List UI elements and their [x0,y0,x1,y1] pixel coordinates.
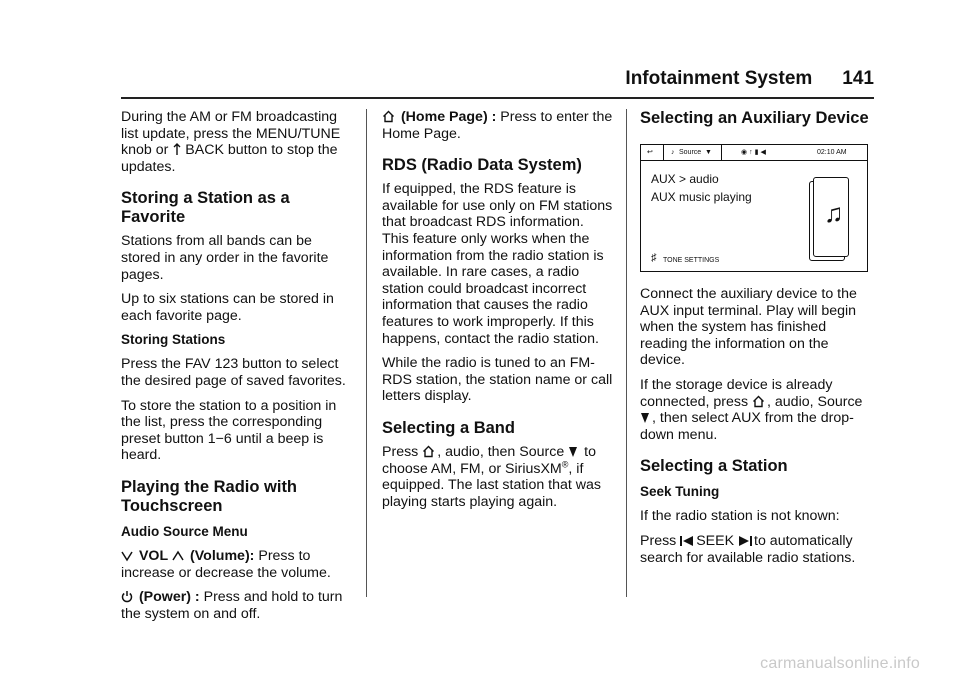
paragraph-volume: VOL (Volume): Press to increase or decrease the volume. [121,547,331,581]
subheading-audio-source-menu: Audio Source Menu [121,523,248,539]
paragraph: While the radio is tuned to an FM-RDS station, the station name or call letters display. [382,355,613,405]
status-icons: ◉↑▮◀ [741,149,768,156]
seek-back-icon [680,535,694,547]
paragraph: During the AM or FM broadcasting list update, press the MENU/TUNE knob or BACK button to stop the updates. [121,109,341,175]
home-icon [752,395,765,408]
heading-selecting-station: Selecting a Station [640,457,788,476]
back-arrow-icon: ↩ [647,149,653,156]
section-title: Infotainment System [625,68,813,89]
aux-screen-illustration: ↩ ♪ Source ▼ ◉↑▮◀ 02:10 AM AUX > audio AUX music playing ♫ ♯ TONE SETTINGS [640,144,868,272]
subheading-storing-stations: Storing Stations [121,332,226,348]
volume-up-icon [172,550,184,562]
paragraph: Connect the auxiliary device to the AUX input terminal. Play will begin when the system has finished reading the information on the device. [640,286,857,369]
page-header [0,68,874,90]
heading-selecting-band: Selecting a Band [382,418,515,437]
paragraph: If equipped, the RDS feature is available for use only on FM stations that broadcast RDS information. This feature only works when the information from the radio station is available. In rare cases, a radio station could broadcast incorrect information that causes the radio features to work improperly. If this happens, contact the radio station. [382,181,613,347]
subheading-seek-tuning: Seek Tuning [640,484,720,500]
dropdown-arrow-icon: ▼ [705,149,712,156]
seek-forward-icon [738,535,752,547]
column-divider [366,109,367,597]
power-icon [121,590,133,603]
page-number: 141 [842,68,874,89]
heading-aux-device: Selecting an Auxiliary Device [640,109,869,127]
paragraph: If the radio station is not known: [640,508,840,525]
column-right [640,109,872,574]
dropdown-arrow-icon [640,412,650,424]
home-icon [382,110,395,123]
column-left [121,109,353,630]
tone-icon: ♯ [651,252,657,264]
column-divider [626,109,627,597]
music-note-icon: ♪ [671,149,675,156]
paragraph: Press the FAV 123 button to select the desired page of saved favorites. [121,356,346,389]
screen-status-bar: ↩ ♪ Source ▼ ◉↑▮◀ 02:10 AM [641,145,867,161]
paragraph: Up to six stations can be stored in each favorite page. [121,291,334,324]
paragraph-home: (Home Page) : Press to enter the Home Page. [382,109,613,142]
paragraph-band: Press , audio, then Source to choose AM, FM, or SiriusXM®, if equipped. The last station that was playing starts playing again. [382,443,601,510]
paragraph-power: (Power) : Press and hold to turn the system on and off. [121,589,343,622]
music-note-icon: ♫ [824,198,844,228]
heading-storing-favorite: Storing a Station as a Favorite [121,189,290,227]
watermark: carmanualsonline.info [760,655,920,672]
paragraph: To store the station to a position in the list, press the corresponding preset button 1−6 until a beep is heard. [121,397,337,464]
back-icon [172,143,183,156]
album-art [813,177,849,257]
heading-touchscreen: Playing the Radio with Touchscreen [121,477,298,515]
paragraph-seek: Press SEEK to automatically search for available radio stations. [640,532,856,566]
header-rule [121,97,874,99]
volume-down-icon [121,550,133,562]
home-icon [422,445,435,458]
dropdown-arrow-icon [568,446,578,458]
column-middle [382,109,614,518]
heading-rds: RDS (Radio Data System) [382,156,582,175]
paragraph-aux2: If the storage device is already connected, press , audio, Source , then select AUX from the drop-down menu. [640,376,863,443]
paragraph: Stations from all bands can be stored in any order in the favorite pages. [121,233,329,283]
